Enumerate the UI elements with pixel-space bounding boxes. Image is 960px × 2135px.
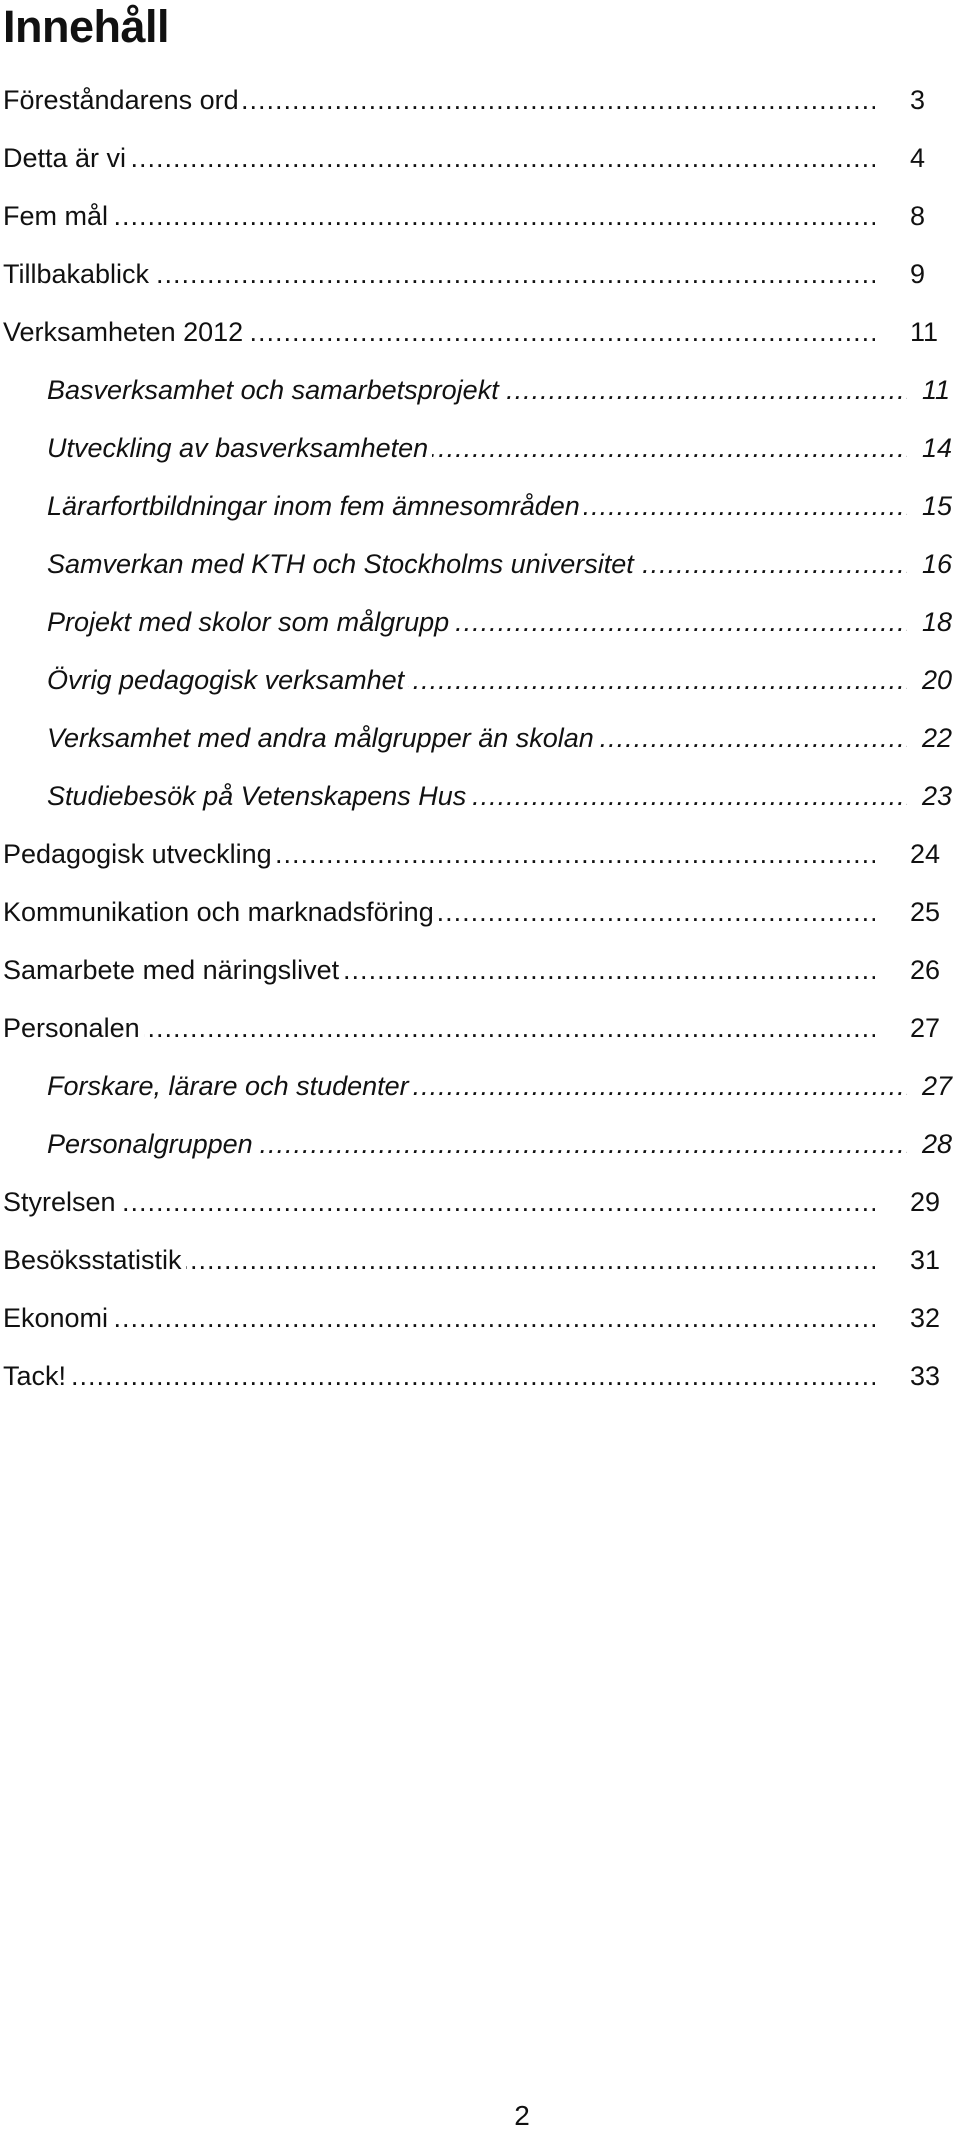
toc-entry-label: Styrelsen [3, 1187, 120, 1217]
toc-entry-label: Fem mål [3, 201, 112, 231]
toc-entry-label: Ekonomi [3, 1303, 112, 1333]
toc-entry[interactable] [0, 1182, 960, 1240]
toc-entry-page-number: 23 [922, 781, 953, 811]
toc-entry[interactable] [0, 1066, 960, 1124]
toc-entry-title [3, 196, 875, 236]
toc-entry-page-number: 28 [922, 1129, 953, 1159]
toc-entry-title [3, 1298, 875, 1338]
toc-entry[interactable] [0, 1124, 960, 1182]
toc-entry-title [3, 312, 875, 352]
toc-entry[interactable] [0, 1008, 960, 1066]
toc-entry[interactable] [0, 602, 960, 660]
toc-entry-page-number: 11 [910, 317, 939, 347]
toc-entry-page-number: 18 [922, 607, 953, 637]
toc-entry-page-number: 9 [910, 259, 926, 289]
toc-entry[interactable] [0, 370, 960, 428]
toc-entry-page-number: 14 [922, 433, 953, 463]
toc-entry-label: Detta är vi [3, 143, 130, 173]
toc-entry-title [47, 602, 907, 642]
toc-entry-title [3, 834, 875, 874]
toc-entry-page-number: 27 [922, 1071, 953, 1101]
toc-entry-page-number: 26 [910, 955, 941, 985]
toc-entry-label: Föreståndarens ord [3, 85, 243, 115]
toc-entry-title [3, 950, 875, 990]
toc-entry-label: Basverksamhet och samarbetsprojekt [47, 375, 503, 405]
toc-entry-label: Verksamhet med andra målgrupper än skolan [47, 723, 598, 753]
toc-entry-title [3, 254, 875, 294]
toc-entry-page-number: 3 [910, 85, 926, 115]
toc-entry[interactable] [0, 834, 960, 892]
toc-entry-label: Projekt med skolor som målgrupp [47, 607, 453, 637]
toc-entry-title [3, 1240, 875, 1280]
toc-entry-title [47, 660, 907, 700]
page-title: Innehåll [3, 1, 170, 52]
toc-entry[interactable] [0, 1298, 960, 1356]
toc-entry-title [3, 80, 875, 120]
toc-entry[interactable] [0, 1240, 960, 1298]
table-of-contents [0, 80, 960, 1414]
toc-entry[interactable] [0, 950, 960, 1008]
toc-entry-label: Övrig pedagogisk verksamhet [47, 665, 408, 695]
toc-entry-page-number: 11 [922, 375, 951, 405]
toc-entry-label: Personalgruppen [47, 1129, 257, 1159]
toc-entry[interactable] [0, 254, 960, 312]
toc-entry-page-number: 4 [910, 143, 926, 173]
toc-entry-title [3, 892, 875, 932]
toc-entry-page-number: 8 [910, 201, 926, 231]
toc-entry-label: Tillbakablick [3, 259, 153, 289]
toc-entry-label: Personalen [3, 1013, 144, 1043]
toc-entry[interactable] [0, 1356, 960, 1414]
toc-entry-title [47, 718, 907, 758]
toc-entry[interactable] [0, 138, 960, 196]
toc-entry-page-number: 27 [910, 1013, 941, 1043]
toc-entry[interactable] [0, 486, 960, 544]
toc-entry-title [3, 1182, 875, 1222]
toc-entry[interactable] [0, 776, 960, 834]
toc-entry[interactable] [0, 428, 960, 486]
toc-entry[interactable] [0, 312, 960, 370]
toc-entry-title [3, 138, 875, 178]
toc-entry-label: Besöksstatistik [3, 1245, 186, 1275]
toc-entry-page-number: 16 [922, 549, 953, 579]
toc-entry-title [47, 776, 907, 816]
toc-entry[interactable] [0, 660, 960, 718]
toc-entry-page-number: 22 [922, 723, 953, 753]
toc-entry-page-number: 24 [910, 839, 941, 869]
toc-entry-label: Verksamheten 2012 [3, 317, 247, 347]
toc-entry-label: Kommunikation och marknadsföring [3, 897, 438, 927]
toc-entry-title [47, 370, 907, 410]
toc-entry[interactable] [0, 80, 960, 138]
toc-entry-label: Studiebesök på Vetenskapens Hus [47, 781, 470, 811]
toc-entry-label: Utveckling av basverksamheten [47, 433, 432, 463]
toc-entry-page-number: 33 [910, 1361, 941, 1391]
toc-entry-label: Samverkan med KTH och Stockholms universitet [47, 549, 638, 579]
toc-entry-title [47, 486, 907, 526]
toc-entry-title [3, 1356, 875, 1396]
toc-entry-title [47, 428, 907, 468]
toc-entry-page-number: 29 [910, 1187, 941, 1217]
toc-entry-label: Samarbete med näringslivet [3, 955, 343, 985]
toc-entry[interactable] [0, 718, 960, 776]
toc-entry-page-number: 25 [910, 897, 941, 927]
toc-entry-page-number: 31 [910, 1245, 941, 1275]
toc-entry-label: Pedagogisk utveckling [3, 839, 276, 869]
toc-entry[interactable] [0, 892, 960, 950]
toc-entry[interactable] [0, 544, 960, 602]
toc-entry-label: Forskare, lärare och studenter [47, 1071, 413, 1101]
toc-entry-title [47, 1066, 907, 1106]
toc-entry-title [47, 1124, 907, 1164]
toc-entry-title [47, 544, 907, 584]
page-number: 2 [514, 2100, 530, 2131]
toc-entry[interactable] [0, 196, 960, 254]
toc-entry-label: Lärarfortbildningar inom fem ämnesområden [47, 491, 584, 521]
toc-entry-title [3, 1008, 875, 1048]
toc-entry-page-number: 15 [922, 491, 953, 521]
toc-entry-page-number: 32 [910, 1303, 941, 1333]
toc-entry-label: Tack! [3, 1361, 70, 1391]
toc-entry-page-number: 20 [922, 665, 953, 695]
